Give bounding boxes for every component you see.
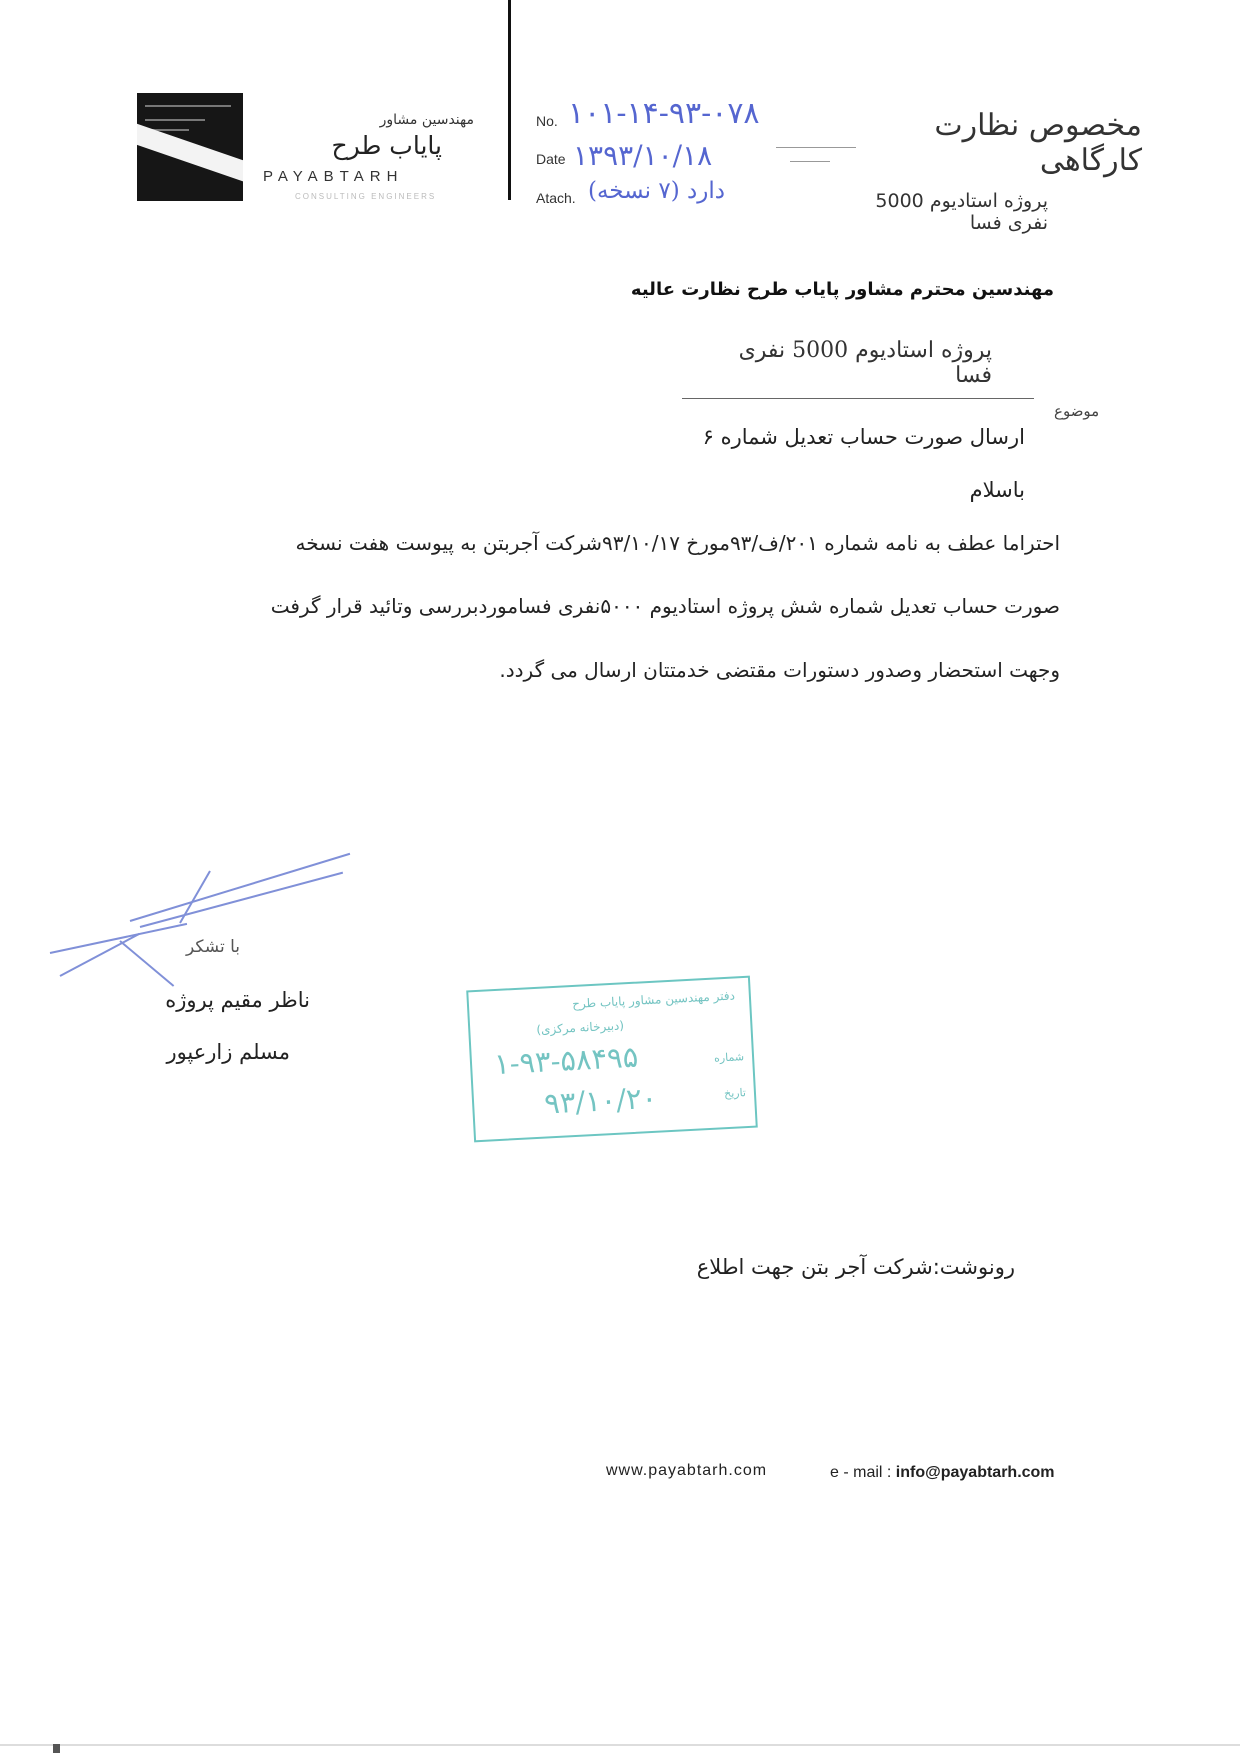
recipient-line: مهندسین محترم مشاور پایاب طرح نظارت عالیه (630, 279, 1054, 300)
signer-role: ناظر مقیم پروژه (165, 988, 310, 1012)
attachment-label: Atach. (536, 190, 576, 206)
subject-label: موضوع (1054, 402, 1100, 420)
logo-stripe (137, 123, 243, 187)
stamp-subtitle: (دبیرخانه مرکزی) (536, 1018, 625, 1037)
logo-detail (145, 105, 231, 107)
project-title: پروژه استادیوم 5000 نفری فسا (738, 338, 992, 388)
stamp-number-label: شماره (713, 1050, 745, 1065)
signature-thanks: با تشکر (186, 937, 240, 957)
subject-underline (682, 398, 1034, 399)
signer-name: مسلم زارعپور (166, 1040, 290, 1064)
letter-date-label: Date (536, 151, 566, 167)
signature-stroke (140, 872, 343, 928)
email-contact (830, 1464, 1055, 1482)
letter-date-value: ۱۳۹۳/۱۰/۱۸ (573, 139, 713, 172)
email-label: e - mail : (830, 1464, 892, 1481)
body-paragraph-line: صورت حساب تعدیل شماره شش پروژه استادیوم ۵۰۰۰نفری فساموردبررسی وتائید قرار گرفت (270, 594, 1060, 618)
attachment-value: دارد (۷ نسخه) (588, 178, 726, 204)
firm-type-label: مهندسین مشاور (379, 112, 474, 128)
stamp-title: دفتر مهندسین مشاور پایاب طرح (571, 988, 736, 1011)
company-logo (137, 93, 243, 201)
signature-stroke (119, 940, 174, 987)
website-link[interactable]: www.payabtarh.com (606, 1462, 768, 1479)
letter-number-label: No. (536, 113, 558, 129)
letter-number-value: ۱۰۱-۱۴-۹۳-۰۷۸ (568, 96, 760, 131)
header-project-reference: پروژه استادیوم 5000 نفری فسا (875, 190, 1048, 234)
firm-subtitle: CONSULTING ENGINEERS (295, 192, 437, 201)
received-stamp (466, 976, 758, 1143)
site-supervision-note: مخصوص نظارت کارگاهی (934, 108, 1142, 178)
firm-latin-name: PAYABTARH (263, 168, 404, 185)
stamp-date-label: تاریخ (723, 1086, 747, 1101)
header-divider-line (508, 0, 511, 200)
email-link[interactable]: info@payabtarh.com (895, 1464, 1055, 1481)
scan-edge-mark (53, 1744, 60, 1753)
signature-stroke (50, 923, 187, 954)
stamp-date: ۹۳/۱۰/۲۰ (543, 1080, 658, 1121)
body-paragraph-line: وجهت استحضار وصدور دستورات مقتضی خدمتتان ارسال می گردد. (499, 658, 1060, 682)
greeting: باسلام (969, 478, 1025, 502)
signature-stroke (130, 853, 351, 922)
stamp-number: ۱-۹۳-۵۸۴۹۵ (493, 1039, 640, 1082)
carbon-copy-line: رونوشت:شرکت آجر بتن جهت اطلاع (696, 1255, 1015, 1279)
body-paragraph-line: احتراما عطف به نامه شماره ۲۰۱/ف/۹۳مورخ ۹۳/۱۰/۱۷شرکت آجربتن به پیوست هفت نسخه (295, 531, 1060, 555)
signature-stroke (60, 933, 140, 977)
header-rule (790, 161, 830, 162)
letter-subject: ارسال صورت حساب تعدیل شماره ۶ (702, 425, 1025, 449)
scan-bottom-edge (0, 1744, 1240, 1746)
logo-detail (145, 119, 205, 121)
firm-name: پایاب طرح (331, 131, 442, 160)
